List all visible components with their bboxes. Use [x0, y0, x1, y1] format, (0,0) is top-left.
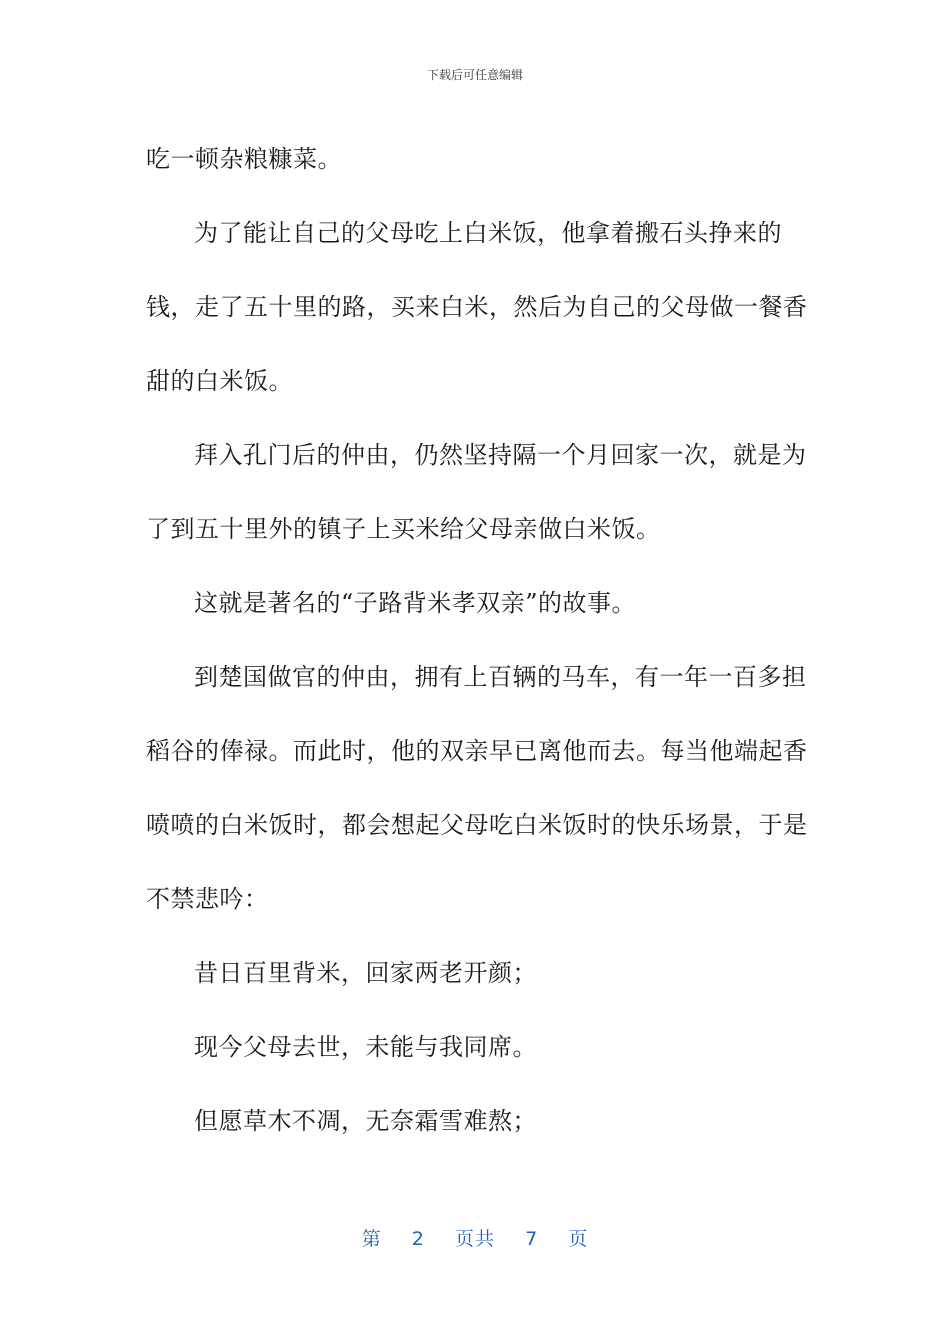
poem-line: 现今父母去世，未能与我同席。: [194, 1033, 537, 1061]
paragraph: 吃一顿杂粮糠菜。: [146, 145, 342, 173]
page-footer: [0, 1224, 950, 1251]
total-page-number: 7: [525, 1228, 539, 1250]
poem-line: 但愿草木不凋，无奈霜雪难熬；: [194, 1107, 537, 1135]
paragraph: 到楚国做官的仲由，拥有上百辆的马车，有一年一百多担稻谷的俸禄。而此时，他的双亲早已离他而去。每当他端起香喷喷的白米饭时，都会想起父母吃白米饭时的快乐场景，于是不禁悲吟：: [146, 663, 808, 913]
document-body: [146, 122, 816, 1158]
paragraph: 这就是著名的“子路背米孝双亲”的故事。: [194, 589, 637, 617]
footer-prefix: 第: [361, 1228, 382, 1250]
poem-line: 昔日百里背米，回家两老开颜；: [194, 959, 537, 987]
current-page-number: 2: [411, 1228, 425, 1250]
footer-middle: 页共: [454, 1228, 495, 1250]
paragraph: 为了能让自己的父母吃上白米饭，他拿着搬石头挣来的钱，走了五十里的路，买来白米，然后为自己的父母做一餐香甜的白米饭。: [146, 219, 808, 395]
footer-suffix: 页: [568, 1228, 589, 1250]
page-header: 下载后可任意编辑: [426, 68, 523, 82]
paragraph: 拜入孔门后的仲由，仍然坚持隔一个月回家一次，就是为了到五十里外的镇子上买米给父母亲做白米饭。: [146, 441, 807, 543]
